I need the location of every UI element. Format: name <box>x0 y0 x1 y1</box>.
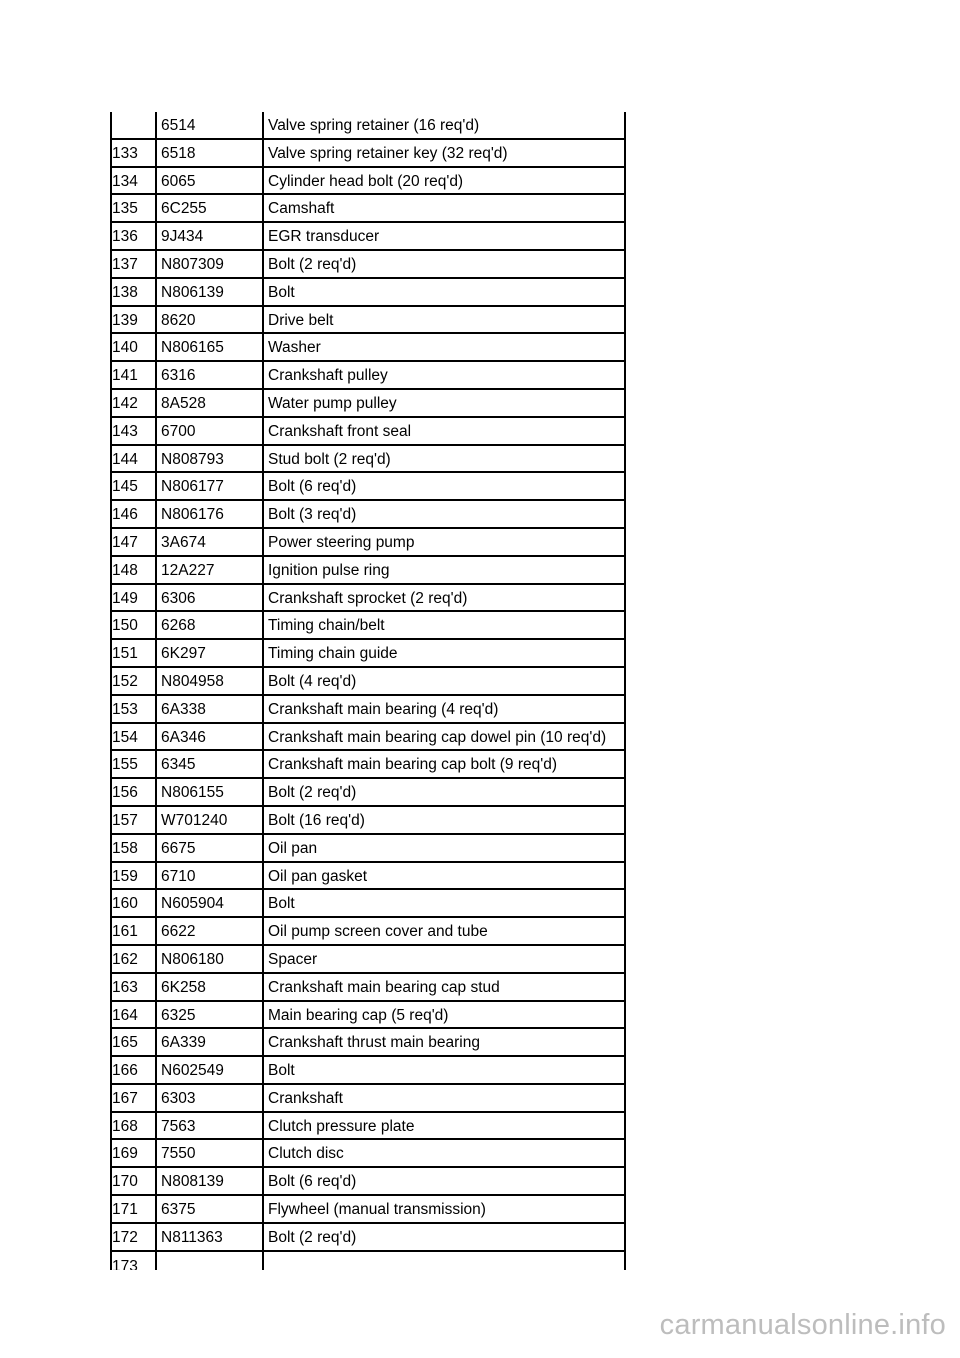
part-number-cell: N804958 <box>161 672 224 690</box>
table-row <box>110 279 626 307</box>
item-number-cell: 133 <box>112 144 138 162</box>
part-number-cell: N605904 <box>161 895 224 913</box>
item-number-cell: 141 <box>112 367 138 385</box>
part-number-cell: 6A339 <box>161 1034 206 1052</box>
part-number-cell: 6A346 <box>161 728 206 746</box>
table-row <box>110 807 626 835</box>
part-number-cell: 6710 <box>161 867 196 885</box>
table-row <box>110 334 626 362</box>
part-number-cell: 6C255 <box>161 200 207 218</box>
table-row <box>110 1140 626 1168</box>
table-row <box>110 1224 626 1252</box>
description-cell: Crankshaft <box>268 1089 343 1107</box>
description-cell: Bolt (6 req'd) <box>268 1173 357 1191</box>
table-row <box>110 1057 626 1085</box>
item-number-cell: 169 <box>112 1145 138 1163</box>
part-number-cell: 12A227 <box>161 561 215 579</box>
description-cell: Bolt <box>268 283 295 301</box>
item-number-cell: 149 <box>112 589 138 607</box>
table-row <box>110 1252 626 1270</box>
item-number-cell: 164 <box>112 1006 138 1024</box>
description-cell: Crankshaft main bearing cap bolt (9 req'd) <box>268 756 557 774</box>
item-number-cell: 173 <box>112 1257 138 1270</box>
item-number-cell: 171 <box>112 1201 138 1219</box>
table-row <box>110 195 626 223</box>
description-cell: Bolt <box>268 1062 295 1080</box>
description-cell: Bolt <box>268 895 295 913</box>
table-row <box>110 1085 626 1113</box>
description-cell: Power steering pump <box>268 533 415 551</box>
item-number-cell: 160 <box>112 895 138 913</box>
part-number-cell: 6518 <box>161 144 196 162</box>
description-cell: Bolt (2 req'd) <box>268 1228 357 1246</box>
description-cell: Main bearing cap (5 req'd) <box>268 1006 449 1024</box>
description-cell: Bolt (2 req'd) <box>268 255 357 273</box>
part-number-cell: 6675 <box>161 839 196 857</box>
part-number-cell: 6622 <box>161 923 196 941</box>
description-cell: Valve spring retainer (16 req'd) <box>268 117 480 134</box>
item-number-cell: 145 <box>112 478 138 496</box>
table-row <box>110 473 626 501</box>
item-number-cell: 156 <box>112 784 138 802</box>
table-row <box>110 585 626 613</box>
table-row <box>110 751 626 779</box>
description-cell: Valve spring retainer key (32 req'd) <box>268 144 508 162</box>
description-cell: Flywheel (manual transmission) <box>268 1201 486 1219</box>
part-number-cell: N811363 <box>161 1228 223 1246</box>
table-row <box>110 612 626 640</box>
table-row <box>110 223 626 251</box>
part-number-cell: N808139 <box>161 1173 224 1191</box>
table-row <box>110 835 626 863</box>
description-cell: Bolt (2 req'd) <box>268 784 357 802</box>
table-row <box>110 112 626 140</box>
table-row <box>110 418 626 446</box>
item-number-cell: 136 <box>112 228 138 246</box>
part-number-cell: 7550 <box>161 1145 196 1163</box>
part-number-cell: 6325 <box>161 1006 196 1024</box>
parts-table <box>110 112 626 1270</box>
part-number-cell: N806165 <box>161 339 224 357</box>
table-row <box>110 724 626 752</box>
item-number-cell: 144 <box>112 450 138 468</box>
part-number-cell: 6268 <box>161 617 196 635</box>
description-cell: Timing chain/belt <box>268 617 385 635</box>
item-number-cell: 152 <box>112 672 138 690</box>
description-cell <box>264 1252 626 1270</box>
description-cell: Crankshaft main bearing (4 req'd) <box>268 700 499 718</box>
item-number-cell: 147 <box>112 533 138 551</box>
description-cell: Timing chain guide <box>268 645 398 663</box>
item-number-cell: 153 <box>112 700 138 718</box>
description-cell: Clutch disc <box>268 1145 344 1163</box>
description-cell: Oil pan <box>268 839 318 857</box>
table-row <box>110 1196 626 1224</box>
item-number-cell <box>110 112 154 138</box>
table-row <box>110 974 626 1002</box>
description-cell: Bolt (16 req'd) <box>268 811 365 829</box>
part-number-cell: 6A338 <box>161 700 206 718</box>
part-number-cell: 3A674 <box>161 533 206 551</box>
description-cell: Cylinder head bolt (20 req'd) <box>268 172 464 190</box>
item-number-cell: 150 <box>112 617 138 635</box>
description-cell: Ignition pulse ring <box>268 561 390 579</box>
item-number-cell: 157 <box>112 811 138 829</box>
table-row <box>110 168 626 196</box>
description-cell: Crankshaft thrust main bearing <box>268 1034 480 1052</box>
part-number-cell: 6303 <box>161 1089 196 1107</box>
item-number-cell: 138 <box>112 283 138 301</box>
table-row <box>110 1029 626 1057</box>
table-row <box>110 557 626 585</box>
item-number-cell: 151 <box>112 645 138 663</box>
part-number-cell: 6306 <box>161 589 196 607</box>
item-number-cell: 155 <box>112 756 138 774</box>
description-cell: Oil pump screen cover and tube <box>268 923 488 941</box>
part-number-cell: 6316 <box>161 367 196 385</box>
description-cell: Crankshaft main bearing cap dowel pin (10 req'd) <box>268 728 607 746</box>
item-number-cell: 140 <box>112 339 138 357</box>
part-number-cell: N806155 <box>161 784 224 802</box>
description-cell: Crankshaft pulley <box>268 367 388 385</box>
item-number-cell: 161 <box>112 923 138 941</box>
description-cell: Spacer <box>268 950 318 968</box>
table-row <box>110 446 626 474</box>
part-number-cell <box>157 1252 261 1270</box>
table-row <box>110 918 626 946</box>
part-number-cell: 7563 <box>161 1117 196 1135</box>
item-number-cell: 148 <box>112 561 138 579</box>
item-number-cell: 137 <box>112 255 138 273</box>
item-number-cell: 159 <box>112 867 138 885</box>
item-number-cell: 167 <box>112 1089 138 1107</box>
item-number-cell: 166 <box>112 1062 138 1080</box>
item-number-cell: 158 <box>112 839 138 857</box>
part-number-cell: 8620 <box>161 311 196 329</box>
description-cell: EGR transducer <box>268 228 380 246</box>
part-number-cell: 6375 <box>161 1201 196 1219</box>
part-number-cell: N806176 <box>161 506 224 524</box>
item-number-cell: 134 <box>112 172 138 190</box>
part-number-cell: 6065 <box>161 172 196 190</box>
table-row <box>110 863 626 891</box>
part-number-cell: 8A528 <box>161 394 206 412</box>
table-row <box>110 779 626 807</box>
item-number-cell: 135 <box>112 200 138 218</box>
table-row <box>110 1002 626 1030</box>
part-number-cell: N806180 <box>161 950 224 968</box>
part-number-cell: 6345 <box>161 756 196 774</box>
table-row <box>110 501 626 529</box>
part-number-cell: 6K297 <box>161 645 206 663</box>
part-number-cell: 6514 <box>161 117 196 134</box>
description-cell: Bolt (6 req'd) <box>268 478 357 496</box>
part-number-cell: N602549 <box>161 1062 224 1080</box>
description-cell: Drive belt <box>268 311 334 329</box>
item-number-cell: 172 <box>112 1228 138 1246</box>
description-cell: Stud bolt (2 req'd) <box>268 450 391 468</box>
description-cell: Bolt (4 req'd) <box>268 672 357 690</box>
description-cell: Bolt (3 req'd) <box>268 506 357 524</box>
description-cell: Crankshaft main bearing cap stud <box>268 978 500 996</box>
part-number-cell: 6700 <box>161 422 196 440</box>
description-cell: Water pump pulley <box>268 394 397 412</box>
table-row <box>110 946 626 974</box>
table-row <box>110 696 626 724</box>
part-number-cell: 6K258 <box>161 978 206 996</box>
part-number-cell: N806177 <box>161 478 224 496</box>
item-number-cell: 163 <box>112 978 138 996</box>
item-number-cell: 168 <box>112 1117 138 1135</box>
description-cell: Camshaft <box>268 200 335 218</box>
item-number-cell: 142 <box>112 394 138 412</box>
watermark: carmanualsonline.info <box>659 1309 946 1341</box>
table-row <box>110 390 626 418</box>
table-row <box>110 1113 626 1141</box>
table-row <box>110 251 626 279</box>
table-row <box>110 668 626 696</box>
item-number-cell: 146 <box>112 506 138 524</box>
description-cell: Clutch pressure plate <box>268 1117 415 1135</box>
item-number-cell: 143 <box>112 422 138 440</box>
table-row <box>110 1168 626 1196</box>
table-row <box>110 362 626 390</box>
table-row <box>110 640 626 668</box>
description-cell: Oil pan gasket <box>268 867 368 885</box>
table-row <box>110 140 626 168</box>
item-number-cell: 139 <box>112 311 138 329</box>
item-number-cell: 170 <box>112 1173 138 1191</box>
item-number-cell: 165 <box>112 1034 138 1052</box>
table-row <box>110 529 626 557</box>
item-number-cell: 154 <box>112 728 138 746</box>
table-row <box>110 890 626 918</box>
description-cell: Crankshaft sprocket (2 req'd) <box>268 589 468 607</box>
description-cell: Crankshaft front seal <box>268 422 412 440</box>
part-number-cell: N808793 <box>161 450 224 468</box>
part-number-cell: W701240 <box>161 811 228 829</box>
item-number-cell: 162 <box>112 950 138 968</box>
description-cell: Washer <box>268 339 321 357</box>
part-number-cell: N806139 <box>161 283 224 301</box>
table-row <box>110 307 626 335</box>
part-number-cell: N807309 <box>161 255 224 273</box>
part-number-cell: 9J434 <box>161 228 204 246</box>
